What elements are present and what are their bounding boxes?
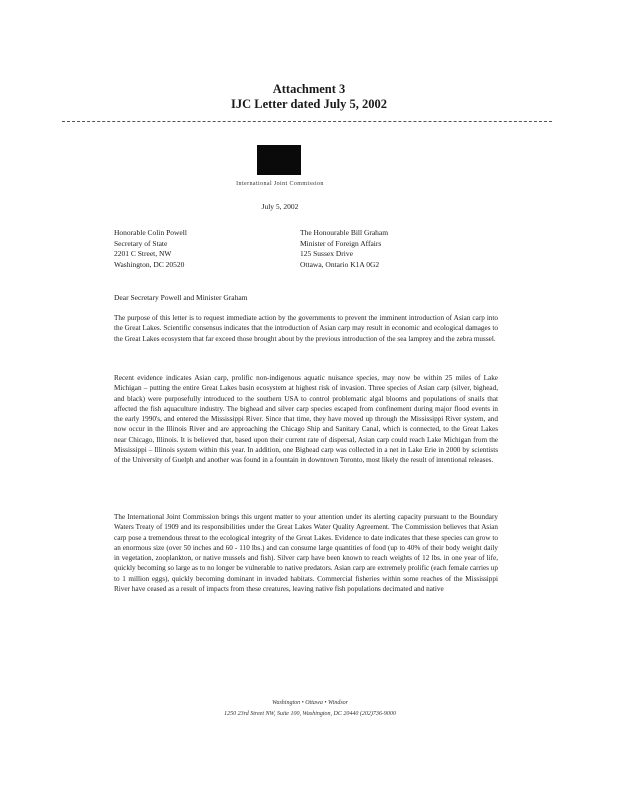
body-paragraph-purpose: The purpose of this letter is to request immediate action by the governments to prevent the imminent introduction of Asian carp into the Great Lakes. Scientific consensus indicates that the introduction of Asian carp may result in economic and ecological damages to the Great Lakes ecosystem that far exceed those brought about by the previous introduction of the sea lamprey and the zebra mussel.: [114, 314, 498, 343]
salutation: Dear Secretary Powell and Minister Graham: [114, 293, 248, 302]
letter-date: July 5, 2002: [261, 202, 299, 211]
recipient-left-line: Honorable Colin Powell: [114, 228, 187, 237]
recipient-right-line: 125 Sussex Drive: [300, 249, 353, 258]
attachment-title: Attachment 3: [272, 82, 346, 96]
letterhead-caption: International Joint Commission: [236, 181, 324, 187]
recipient-left-line: Washington, DC 20520: [114, 259, 185, 269]
body-paragraph-evidence: Recent evidence indicates Asian carp, prolific non-indigenous aquatic nuisance species, may now be within 25 miles of Lake Michigan – putting the entire Great Lakes basin ecosystem at highest risk of invasion. Three species of Asian carp (silver, bighead, and black) were purposefully introduced to the southern USA to control problematic algal blooms and populations of snails that affected the fish aquaculture industry. The bighead and silver carp species escaped from confinement during major flood events in the early 1990's, and entered the Mississippi River. Since that time, they have moved up through the Mississippi River system, and now occur in the Illinois River and are approaching the Chicago Ship and Sanitary Canal, which is connected, to the Great Lakes near Chicago, Illinois. It is believed that, based upon their current rate of dispersal, Asian carp could reach Lake Michigan from the Mississippi – Illinois system within this year. In addition, one Bighead carp was collected in a net in Lake Erie in 2000 by scientists of the University of Guelph and another was found in a fountain in downtown Toronto, most likely the result of intentional releases.: [114, 374, 498, 465]
recipient-left-block: [114, 228, 187, 270]
recipient-right-block: [300, 228, 388, 270]
recipient-left-line: Secretary of State: [114, 238, 168, 248]
recipient-left-line: 2201 C Street, NW: [114, 249, 172, 258]
recipient-right-line: Ottawa, Ontario K1A 0G2: [300, 259, 380, 269]
letter-title: IJC Letter dated July 5, 2002: [230, 97, 387, 111]
header-divider: [62, 121, 552, 122]
footer-address: 1250 23rd Street NW, Suite 100, Washington, DC 20440 (202)736-9000: [224, 711, 396, 717]
recipient-right-line: Minister of Foreign Affairs: [300, 238, 382, 248]
footer-offices: Washington • Ottawa • Windsor: [272, 700, 348, 706]
body-paragraph-commission: The International Joint Commission brings this urgent matter to your attention under its alerting capacity pursuant to the Boundary Waters Treaty of 1909 and its responsibilities under the Great Lakes Water Quality Agreement. The Commission believes that Asian carp pose a tremendous threat to the ecological integrity of the Great Lakes. Evidence to date indicates that these species can grow to an enormous size (over 50 inches and 60 - 110 lbs.) and can consume large quantities of food (up to 40% of their body weight daily in vegetation, zooplankton, or native mussels and fish). Silver carp have been known to reach weights of 12 lbs. in one year of life, quickly becoming so large as to no longer be vulnerable to native predators. Asian carp are extremely prolific (each female carries up to 1 million eggs), quickly becoming dominant in invaded habitats. Commercial fisheries within some reaches of the Mississippi River have ceased as a result of impacts from these creatures, leaving native fish populations decimated and native: [114, 513, 498, 594]
recipient-right-line: The Honourable Bill Graham: [300, 228, 389, 237]
ijc-logo: [257, 145, 301, 175]
